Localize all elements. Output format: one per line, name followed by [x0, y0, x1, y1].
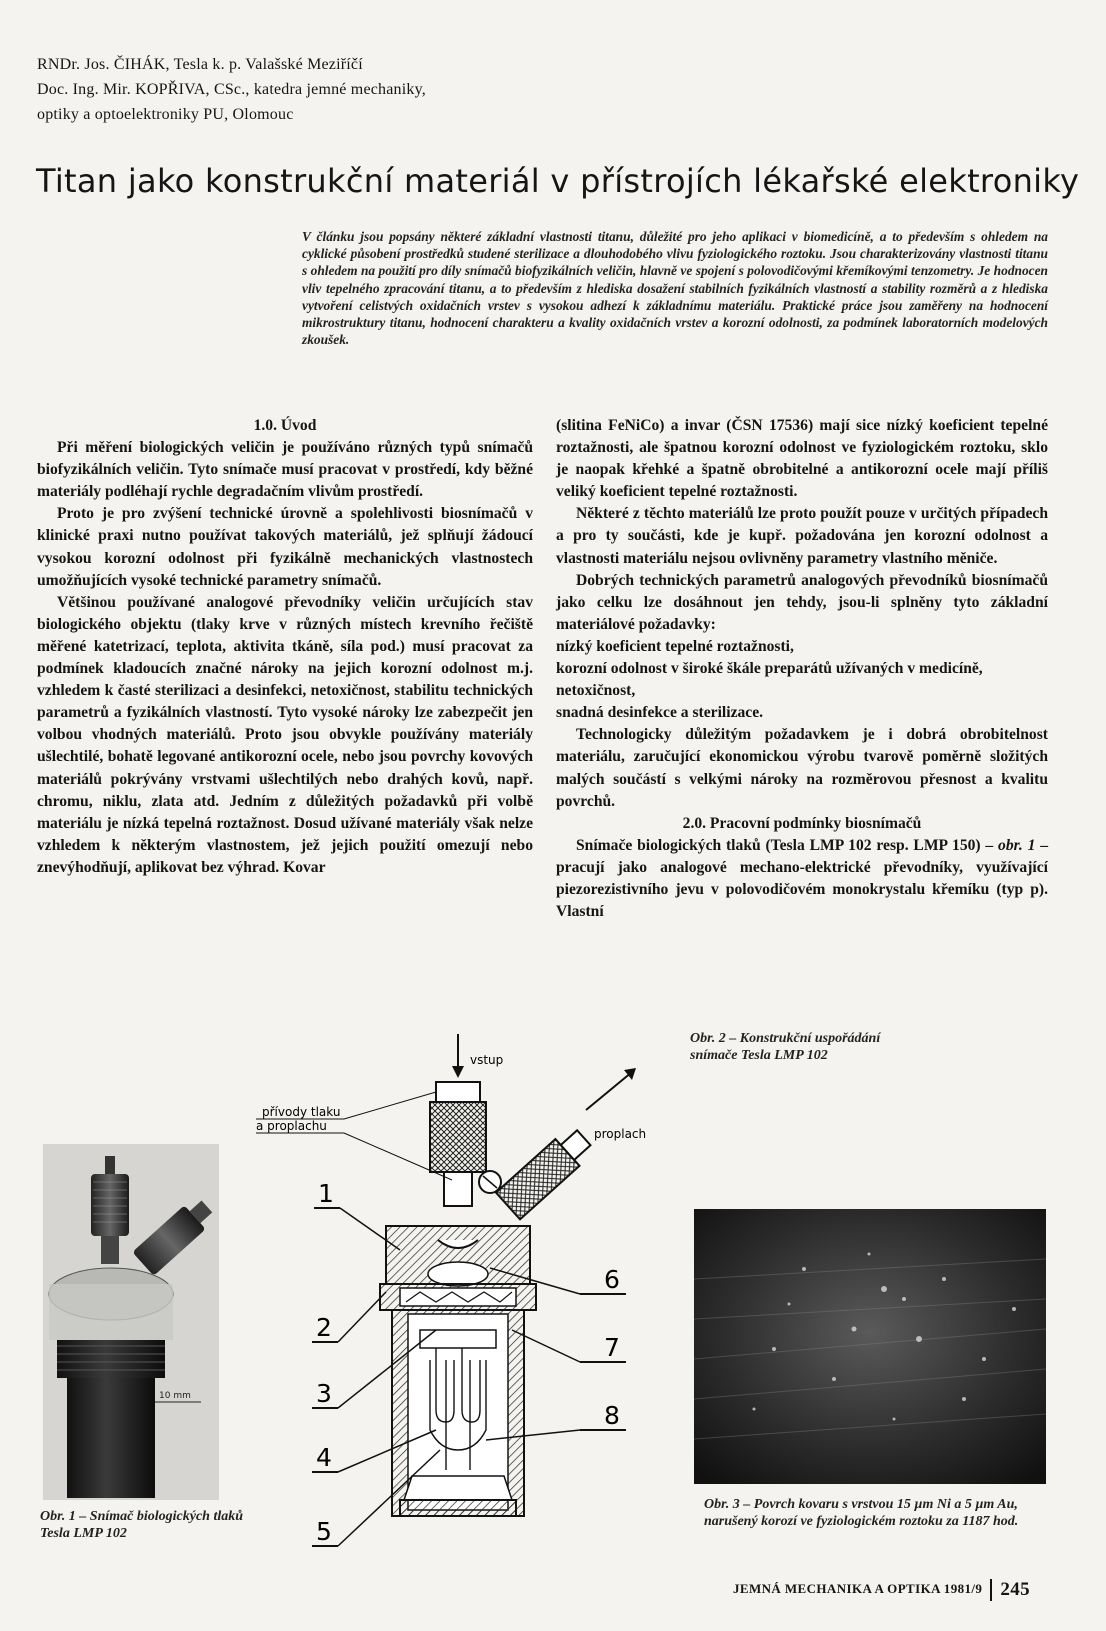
paragraph: Při měření biologických veličin je používáno různých typů snímačů biofyzikálních veličin. Tyto snímače musí pracovat v prostředí, kdy běžné materiály podléhají rychle degradačním vlivům prostředí.	[37, 439, 533, 501]
figure-3-caption: Obr. 3 – Povrch kovaru s vrstvou 15 µm Ni a 5 µm Au, narušený korozí ve fyziologickém roztoku za 1187 hod.	[704, 1497, 1019, 1529]
sensor-photo-drawing	[43, 1144, 219, 1500]
paragraph	[556, 835, 1048, 923]
left-column	[37, 415, 533, 879]
callout-7: 7	[604, 1333, 620, 1362]
paragraph: Technologicky důležitým požadavkem je i dobrá obrobitelnost materiálu, zaručující ekonomickou výrobu tvarově poměrně složitých malých součástí s velkými nároky na rozměrovou přesnost a kvalitu povrchů.	[556, 726, 1048, 810]
figure-1-caption: Obr. 1 – Snímač biologických tlaků Tesla LMP 102	[40, 1509, 244, 1541]
figure-2-caption: Obr. 2 – Konstrukční uspořádání snímače Tesla LMP 102	[690, 1031, 881, 1063]
figure-2-diagram	[240, 1030, 680, 1550]
figure-1-photo	[43, 1144, 219, 1500]
label-privody-line-1: přívody tlaku	[262, 1105, 341, 1119]
text-span: – pracují jako analogové mechano-elektrické převodníky, využívající piezorezistivního jevu v polovodičovém monokrystalu křemíku (typ p). Vlastní	[556, 836, 1048, 921]
list-item: korozní odolnost v široké škále preparátů užívaných v medicíně,	[556, 660, 983, 678]
paragraph: (slitina FeNiCo) a invar (ČSN 17536) mají sice nízký koeficient tepelné roztažnosti, ale špatnou korozní odolnost ve fyziologickém roztoku, sklo je naopak křehké a špatně obrobitelné a antikorozní ocele mají příliš veliký koeficient tepelné roztažnosti.	[556, 417, 1048, 501]
label-proplach: proplach	[594, 1127, 647, 1141]
paragraph: Většinou používané analogové převodníky veličin určujících stav biologického objektu (tlaky krve v různých místech krevního řečiště měřené katetrizací, teplota, aktivita tkáně, síla pod.) musí pracovat za podmínek kladoucích značné nároky na jejich korozní odolnost m.j. vzhledem k časté sterilizaci a desinfekci, netoxičnost, stabilitu technických parametrů a fyzikálních vlastností. Tyto vysoké nároky lze zabezpečit jen volbou vhodných materiálů. Proto jsou obvykle používány materiály ušlechtilé, bohatě legované antikorozní ocele, nebo jsou povrchy kovových materiálů pokrývány vrstvami ušlechtilých nebo drahých kovů, např. chromu, niklu, zlata atd. Jedním z důležitých požadavků při volbě materiálu je nízká tepelná roztažnost. Dosud užívané materiály však nelze vzhledem k některým vlastnostem, jež jejich použití omezují nebo znevýhodňují, aplikovat bez výhrad. Kovar	[37, 593, 533, 876]
callout-5: 5	[316, 1517, 332, 1546]
page-footer	[733, 1579, 1053, 1601]
label-vstup: vstup	[470, 1053, 504, 1067]
label-privody-line-2: a proplachu	[256, 1119, 327, 1133]
callout-8: 8	[604, 1401, 620, 1430]
authors-block	[37, 52, 597, 127]
paragraph: Dobrých technických parametrů analogových převodníků biosnímačů jako celku lze dosáhnout jen tehdy, jsou-li splněny tyto základní materiálové požadavky:	[556, 571, 1048, 633]
journal-name: JEMNÁ MECHANIKA A OPTIKA 1981/9	[733, 1580, 983, 1596]
callout-3: 3	[316, 1379, 332, 1408]
figure-reference: obr. 1	[998, 836, 1036, 854]
text-span: Snímače biologických tlaků (Tesla LMP 102 resp. LMP 150) –	[576, 836, 999, 854]
callout-6: 6	[604, 1265, 620, 1294]
abstract: V článku jsou popsány některé základní vlastnosti titanu, důležité pro jeho aplikaci v biomedicíně, a to především s ohledem na cyklické působení prostředků studené sterilizace a dlouhodobého vlivu fyziologického roztoku. Jsou charakterizovány vlastnosti titanu s ohledem na použití pro díly snímačů biofyzikálních veličin, hlavně ve spojení s polovodičovými křemíkovými tenzometry. Je hodnocen vliv tepelného zpracování titanu, a to především z hlediska dosažení stabilních fyzikálních vlastností a stability rozměrů a z hlediska vytvoření celistvých oxidačních vrstev s vysokou adhezí k základnímu materiálu. Praktické práce jsou zaměřeny na hodnocení mikrostruktury titanu, hodnocení charakteru a kvality oxidačních vrstev a korozní odolnosti, za podmínek laboratorních modelových zkoušek.	[302, 229, 1048, 348]
callout-2: 2	[316, 1313, 332, 1342]
article-title: Titan jako konstrukční materiál v přístrojích lékařské elektroniky	[36, 162, 1080, 200]
section-heading-conditions: 2.0. Pracovní podmínky biosnímačů	[682, 814, 922, 832]
callout-4: 4	[316, 1443, 332, 1472]
section-heading-intro: 1.0. Úvod	[253, 417, 317, 434]
right-column	[556, 415, 1048, 923]
paragraph: Proto je pro zvýšení technické úrovně a spolehlivosti biosnímačů v klinické praxi nutno používat takových materiálů, jež splňují žádoucí vysokou korozní odolnost při fyzikálně mechanických vlastnostech umožňujících vysoké technické parametry snímačů.	[37, 505, 533, 589]
scale-label: 10 mm	[159, 1391, 191, 1401]
list-item: nízký koeficient tepelné roztažnosti,	[556, 637, 794, 655]
callout-1: 1	[318, 1179, 334, 1208]
author-line-3: optiky a optoelektroniky PU, Olomouc	[37, 106, 294, 123]
author-line-1: RNDr. Jos. ČIHÁK, Tesla k. p. Valašské Meziříčí	[37, 56, 363, 73]
list-item: netoxičnost,	[556, 682, 636, 700]
list-item: snadná desinfekce a sterilizace.	[556, 704, 764, 722]
page-number: 245	[1000, 1579, 1031, 1600]
footer-divider	[990, 1579, 992, 1601]
figure-3-micrograph	[694, 1209, 1046, 1484]
micrograph-texture	[694, 1209, 1046, 1484]
paragraph: Některé z těchto materiálů lze proto použít pouze v určitých případech a pro ty součásti, kde je kupř. požadována jen korozní odolnost a vlastnosti materiálu nejsou ovlivněny parametry vlastního měniče.	[556, 505, 1048, 567]
author-line-2: Doc. Ing. Mir. KOPŘIVA, CSc., katedra jemné mechaniky,	[37, 81, 426, 98]
